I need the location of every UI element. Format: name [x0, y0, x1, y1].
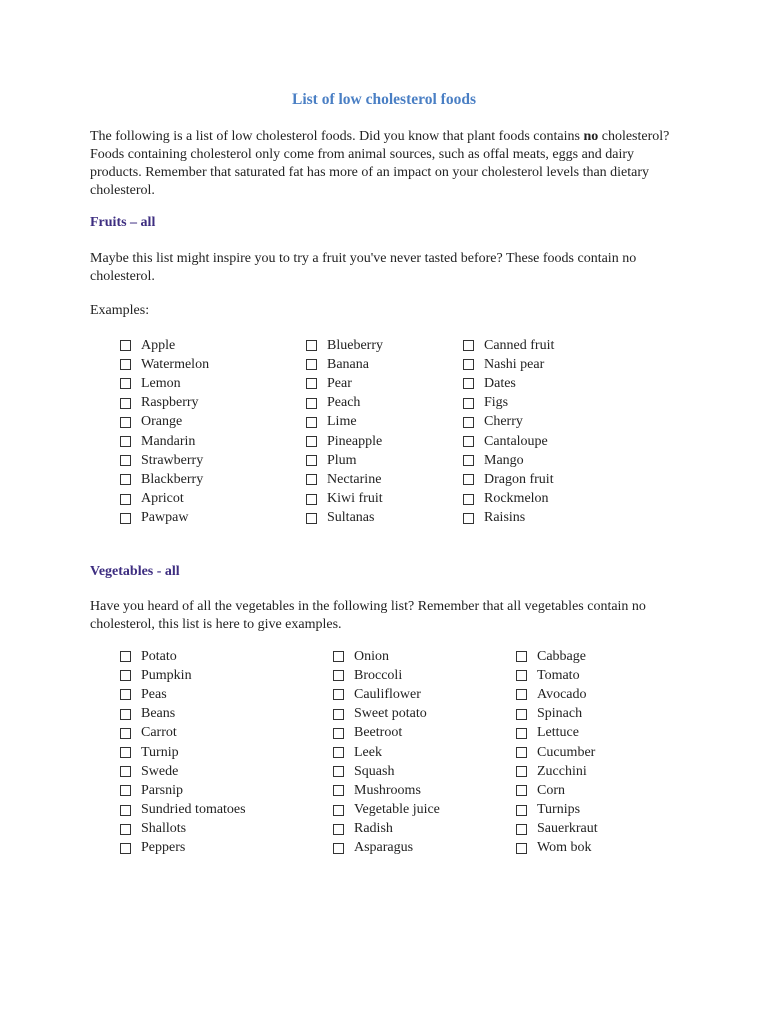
fruits-examples-label: Examples:	[90, 303, 150, 318]
checklist-item[interactable]	[463, 432, 554, 451]
fruits-column-2	[306, 336, 383, 528]
checklist-item[interactable]	[333, 743, 440, 762]
checklist-item-label: Sultanas	[327, 510, 375, 526]
checklist-item-label: Blueberry	[327, 337, 383, 353]
checklist-item[interactable]	[120, 724, 246, 743]
checklist-item-label: Figs	[484, 395, 509, 411]
checklist-item[interactable]	[120, 762, 246, 781]
checklist-item[interactable]	[120, 705, 246, 724]
checklist-item-label: Vegetable juice	[354, 802, 440, 818]
checkbox-icon[interactable]	[463, 474, 474, 485]
checklist-item-label: Sauerkraut	[537, 821, 598, 837]
checklist-item-label: Dragon fruit	[484, 471, 554, 487]
checklist-item-label: Onion	[354, 648, 389, 664]
checklist-item[interactable]	[120, 490, 209, 509]
checklist-item[interactable]	[463, 451, 554, 470]
checklist-item[interactable]	[463, 490, 554, 509]
checklist-item[interactable]	[516, 724, 598, 743]
checklist-item[interactable]	[120, 413, 209, 432]
checklist-item-label: Pineapple	[327, 433, 383, 449]
checkbox-icon[interactable]	[463, 417, 474, 428]
checklist-item-label: Sundried tomatoes	[141, 802, 246, 818]
checkbox-icon[interactable]	[120, 494, 131, 505]
checklist-item[interactable]	[306, 509, 383, 528]
checklist-item-label: Dates	[484, 375, 516, 391]
intro-text-end: cholesterol? Foods containing cholesterol only come from animal sources, such as offal meats, eggs and dairy products. Remember that saturated fat has more of an impact on your cholesterol levels than dietary cholesterol.	[90, 129, 670, 198]
checkbox-icon[interactable]	[516, 651, 527, 662]
checkbox-icon[interactable]	[516, 689, 527, 700]
checklist-item-label: Leek	[354, 744, 382, 760]
checklist-item-label: Strawberry	[141, 452, 204, 468]
checklist-item[interactable]	[120, 647, 246, 666]
checkbox-icon[interactable]	[333, 709, 344, 720]
checklist-item[interactable]	[516, 801, 598, 820]
checklist-item-label: Cantaloupe	[484, 433, 548, 449]
checklist-item-label: Peas	[141, 686, 167, 702]
checkbox-icon[interactable]	[333, 785, 344, 796]
checklist-item[interactable]	[333, 762, 440, 781]
checklist-item-label: Orange	[141, 414, 183, 430]
checklist-item-label: Peach	[327, 395, 361, 411]
checklist-item-label: Apricot	[141, 491, 184, 507]
checklist-item[interactable]	[463, 336, 554, 355]
checkbox-icon[interactable]	[516, 785, 527, 796]
checkbox-icon[interactable]	[120, 340, 131, 351]
checklist-item-label: Nectarine	[327, 471, 382, 487]
checkbox-icon[interactable]	[306, 378, 317, 389]
checkbox-icon[interactable]	[516, 670, 527, 681]
checkbox-icon[interactable]	[463, 494, 474, 505]
intro-paragraph	[90, 128, 680, 200]
checkbox-icon[interactable]	[306, 455, 317, 466]
checklist-item[interactable]	[120, 432, 209, 451]
checklist-item-label: Peppers	[141, 840, 186, 856]
checkbox-icon[interactable]	[333, 843, 344, 854]
checklist-item-label: Beetroot	[354, 725, 403, 741]
checklist-item[interactable]	[120, 781, 246, 800]
checklist-item[interactable]	[120, 355, 209, 374]
checkbox-icon[interactable]	[120, 378, 131, 389]
checklist-item-label: Cauliflower	[354, 686, 421, 702]
checkbox-icon[interactable]	[516, 766, 527, 777]
checkbox-icon[interactable]	[463, 378, 474, 389]
checkbox-icon[interactable]	[516, 728, 527, 739]
checkbox-icon[interactable]	[333, 747, 344, 758]
checklist-item[interactable]	[306, 355, 383, 374]
checklist-item-label: Spinach	[537, 706, 583, 722]
checklist-item[interactable]	[306, 470, 383, 489]
checkbox-icon[interactable]	[306, 513, 317, 524]
checklist-item[interactable]	[306, 451, 383, 470]
checkbox-icon[interactable]	[120, 513, 131, 524]
checklist-item-label: Broccoli	[354, 667, 403, 683]
checklist-item[interactable]	[333, 781, 440, 800]
checkbox-icon[interactable]	[516, 805, 527, 816]
checklist-item-label: Zucchini	[537, 763, 587, 779]
checklist-item[interactable]	[120, 801, 246, 820]
checklist-item-label: Pear	[327, 375, 352, 391]
checklist-item-label: Cucumber	[537, 744, 596, 760]
checklist-item[interactable]	[516, 705, 598, 724]
checklist-item-label: Mushrooms	[354, 782, 421, 798]
checklist-item[interactable]	[463, 374, 554, 393]
checklist-item-label: Pawpaw	[141, 510, 189, 526]
checkbox-icon[interactable]	[120, 474, 131, 485]
checklist-item-label: Pumpkin	[141, 667, 192, 683]
checklist-item-label: Radish	[354, 821, 393, 837]
checklist-item-label: Wom bok	[537, 840, 592, 856]
checklist-item[interactable]	[306, 336, 383, 355]
checklist-item-label: Raspberry	[141, 395, 199, 411]
checkbox-icon[interactable]	[333, 805, 344, 816]
page-title: List of low cholesterol foods	[292, 91, 476, 108]
checklist-item[interactable]	[120, 336, 209, 355]
checklist-item[interactable]	[306, 432, 383, 451]
checkbox-icon[interactable]	[120, 709, 131, 720]
checklist-item[interactable]	[333, 705, 440, 724]
checklist-item-label: Potato	[141, 648, 177, 664]
checklist-item[interactable]	[120, 839, 246, 858]
vegetables-description: Have you heard of all the vegetables in the following list? Remember that all vegetables contain no cholesterol, this list is here to give examples.	[90, 599, 646, 632]
checkbox-icon[interactable]	[120, 455, 131, 466]
checkbox-icon[interactable]	[120, 398, 131, 409]
checkbox-icon[interactable]	[120, 436, 131, 447]
checklist-item[interactable]	[120, 394, 209, 413]
checkbox-icon[interactable]	[306, 359, 317, 370]
checkbox-icon[interactable]	[463, 436, 474, 447]
checkbox-icon[interactable]	[463, 398, 474, 409]
checkbox-icon[interactable]	[306, 494, 317, 505]
checkbox-icon[interactable]	[120, 805, 131, 816]
checklist-item-label: Cherry	[484, 414, 523, 430]
checkbox-icon[interactable]	[463, 340, 474, 351]
checklist-item-label: Kiwi fruit	[327, 491, 383, 507]
checklist-item-label: Mango	[484, 452, 524, 468]
checklist-item[interactable]	[516, 839, 598, 858]
checklist-item-label: Blackberry	[141, 471, 204, 487]
checklist-item[interactable]	[463, 509, 554, 528]
fruits-column-3	[463, 336, 554, 528]
checkbox-icon[interactable]	[306, 417, 317, 428]
checklist-item-label: Turnips	[537, 802, 581, 818]
checklist-item[interactable]	[120, 470, 209, 489]
checklist-item[interactable]	[120, 820, 246, 839]
checkbox-icon[interactable]	[120, 747, 131, 758]
checklist-item-label: Banana	[327, 356, 369, 372]
checkbox-icon[interactable]	[333, 728, 344, 739]
checkbox-icon[interactable]	[333, 824, 344, 835]
intro-bold-word: no	[583, 129, 599, 144]
checklist-item[interactable]	[333, 820, 440, 839]
checklist-item-label: Canned fruit	[484, 337, 555, 353]
checklist-item[interactable]	[333, 685, 440, 704]
checklist-item[interactable]	[516, 685, 598, 704]
checklist-item-label: Watermelon	[141, 356, 210, 372]
checkbox-icon[interactable]	[463, 359, 474, 370]
vegetables-column-2	[333, 647, 440, 858]
checklist-item-label: Swede	[141, 763, 179, 779]
checklist-item[interactable]	[333, 666, 440, 685]
checkbox-icon[interactable]	[516, 824, 527, 835]
checklist-item[interactable]	[120, 743, 246, 762]
checkbox-icon[interactable]	[306, 474, 317, 485]
checklist-item-label: Carrot	[141, 725, 177, 741]
checkbox-icon[interactable]	[333, 670, 344, 681]
checkbox-icon[interactable]	[306, 340, 317, 351]
checklist-item[interactable]	[516, 781, 598, 800]
checkbox-icon[interactable]	[306, 436, 317, 447]
checklist-item-label: Parsnip	[141, 782, 183, 798]
checklist-item-label: Rockmelon	[484, 491, 549, 507]
checklist-item-label: Corn	[537, 782, 565, 798]
checkbox-icon[interactable]	[120, 651, 131, 662]
checklist-item-label: Sweet potato	[354, 706, 427, 722]
checkbox-icon[interactable]	[516, 843, 527, 854]
checklist-item[interactable]	[333, 839, 440, 858]
checkbox-icon[interactable]	[120, 728, 131, 739]
checklist-item-label: Lemon	[141, 375, 181, 391]
checklist-item-label: Plum	[327, 452, 357, 468]
checkbox-icon[interactable]	[333, 766, 344, 777]
checklist-item[interactable]	[516, 666, 598, 685]
checklist-item[interactable]	[306, 413, 383, 432]
checklist-item-label: Nashi pear	[484, 356, 545, 372]
checkbox-icon[interactable]	[333, 651, 344, 662]
checklist-item[interactable]	[516, 743, 598, 762]
vegetables-column-3	[516, 647, 598, 858]
checkbox-icon[interactable]	[463, 455, 474, 466]
checklist-item-label: Shallots	[141, 821, 187, 837]
fruits-heading: Fruits – all	[90, 215, 156, 230]
checklist-item[interactable]	[120, 451, 209, 470]
vegetables-column-1	[120, 647, 246, 858]
checkbox-icon[interactable]	[120, 843, 131, 854]
checklist-item-label: Lime	[327, 414, 357, 430]
checklist-item-label: Squash	[354, 763, 395, 779]
checklist-item[interactable]	[120, 509, 209, 528]
checkbox-icon[interactable]	[306, 398, 317, 409]
checklist-item-label: Raisins	[484, 510, 526, 526]
checklist-item[interactable]	[463, 413, 554, 432]
checklist-item-label: Turnip	[141, 744, 179, 760]
checklist-item[interactable]	[306, 394, 383, 413]
checklist-item[interactable]	[516, 820, 598, 839]
checkbox-icon[interactable]	[120, 359, 131, 370]
checklist-item[interactable]	[463, 394, 554, 413]
checkbox-icon[interactable]	[120, 417, 131, 428]
checklist-item-label: Cabbage	[537, 648, 586, 664]
checkbox-icon[interactable]	[516, 747, 527, 758]
fruits-description: Maybe this list might inspire you to try a fruit you've never tasted before? These foods contain no cholesterol.	[90, 251, 637, 284]
checklist-item[interactable]	[463, 355, 554, 374]
checkbox-icon[interactable]	[120, 785, 131, 796]
checklist-item-label: Avocado	[537, 686, 587, 702]
checklist-item[interactable]	[306, 490, 383, 509]
checklist-item-label: Tomato	[537, 667, 580, 683]
checklist-item[interactable]	[120, 666, 246, 685]
checkbox-icon[interactable]	[120, 670, 131, 681]
checklist-item-label: Asparagus	[354, 840, 414, 856]
checklist-item[interactable]	[333, 801, 440, 820]
checkbox-icon[interactable]	[463, 513, 474, 524]
checklist-item[interactable]	[463, 470, 554, 489]
checklist-item-label: Mandarin	[141, 433, 196, 449]
checklist-item[interactable]	[516, 762, 598, 781]
checklist-item[interactable]	[120, 374, 209, 393]
checklist-item[interactable]	[333, 724, 440, 743]
checkbox-icon[interactable]	[333, 689, 344, 700]
fruits-column-1	[120, 336, 209, 528]
checklist-item-label: Apple	[141, 337, 176, 353]
checkbox-icon[interactable]	[120, 824, 131, 835]
checklist-item[interactable]	[516, 647, 598, 666]
checklist-item-label: Lettuce	[537, 725, 579, 741]
intro-text-start: The following is a list of low cholesterol foods. Did you know that plant foods contains	[90, 129, 584, 144]
checklist-item[interactable]	[120, 685, 246, 704]
checkbox-icon[interactable]	[516, 709, 527, 720]
checkbox-icon[interactable]	[120, 766, 131, 777]
checklist-item-label: Beans	[141, 706, 176, 722]
checkbox-icon[interactable]	[120, 689, 131, 700]
checklist-item[interactable]	[333, 647, 440, 666]
checklist-item[interactable]	[306, 374, 383, 393]
vegetables-heading: Vegetables - all	[90, 564, 180, 579]
